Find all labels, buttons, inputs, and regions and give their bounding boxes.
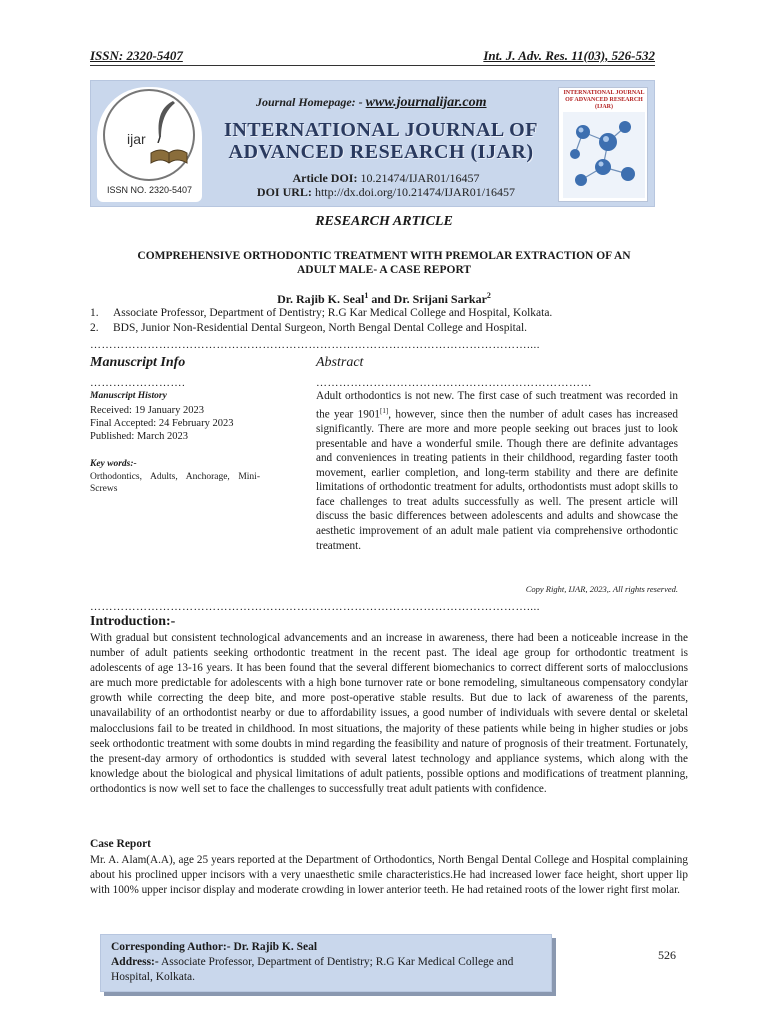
divider-manuscript: ……………………. — [90, 377, 186, 389]
author-address — [111, 955, 541, 985]
book-icon — [149, 147, 189, 165]
author-1-sup: 1 — [364, 291, 369, 300]
page-number: 526 — [658, 948, 676, 962]
introduction-text: With gradual but consistent technological advancements and an increase in awareness, there had been a noticeable increase in the number of adult patients seeking orthodontic treatment in the recent past. The ideal age group for orthodontic treatment is adolescents of age 13-16 years. It has been found that the several different biomechanics to correct different sorts of malocclusions are much more predictable for adolescents with a high bone turnover rate or bone remodeling, simultaneous compensatory condylar growth while correcting the deep bite, and more post-operative stable results. But due to lack of awareness of the parents, unavailability of an orthodontist nearby or due to affordability issues, a good number of individuals with severe dental or skeletal malocclusions fail to be treated in childhood. In most situations, the majority of these patients while being in higher studies or jobs seek orthodontic treatment with some doubts in mind regarding the feasibility and nature of prognosis of their treatment. Fortunately, the present-day armory of orthodontics is studded with several latest technology and appliance systems, which along with the knowledge about the biological and physical limitations of adult patients, possible options and modifications of treatment planning, orthodontics is now well set to face the challenges to successfully treat adult patients with confidence. — [90, 632, 688, 795]
manuscript-info-heading: Manuscript Info — [90, 355, 186, 370]
affiliation-text: BDS, Junior Non-Residential Dental Surgeon, North Bengal Dental College and Hospital. — [113, 322, 528, 334]
article-title-line1: COMPREHENSIVE ORTHODONTIC TREATMENT WITH PREMOLAR EXTRACTION OF AN — [137, 250, 631, 262]
manuscript-dates — [90, 404, 233, 443]
journal-cover-image — [558, 87, 648, 202]
abstract-ref[interactable]: [1] — [380, 406, 389, 415]
authors — [90, 291, 678, 307]
journal-homepage — [256, 95, 556, 111]
copyright: Copy Right, IJAR, 2023,. All rights reserved. — [525, 584, 678, 594]
cover-title: INTERNATIONAL JOURNAL OF ADVANCED RESEARCH (IJAR) — [563, 90, 645, 110]
author-1: Dr. Rajib K. Seal — [277, 292, 365, 306]
logo-text: ijar — [127, 131, 146, 147]
doi-url-label: DOI URL: — [256, 185, 312, 199]
journal-banner — [90, 80, 655, 207]
journal-title-line2: ADVANCED RESEARCH (IJAR) — [228, 141, 534, 163]
address-label: Address:- — [111, 956, 159, 968]
affiliation-number: 2. — [90, 322, 99, 334]
journal-title — [191, 119, 571, 163]
article-type: RESEARCH ARTICLE — [315, 214, 453, 229]
logo-circle — [103, 89, 195, 181]
header-journal-ref: Int. J. Adv. Res. 11(03), 526-532 — [483, 48, 655, 63]
keywords: Orthodontics, Adults, Anchorage, Mini-Screws — [90, 472, 260, 494]
author-and: and — [368, 292, 394, 306]
ijar-logo — [97, 87, 202, 202]
affiliation-item — [90, 306, 678, 321]
abstract-heading: Abstract — [316, 355, 364, 370]
divider-bottom: …………………………………………………………………………………………………….... — [90, 601, 540, 613]
doi-label: Article DOI: — [292, 171, 358, 185]
abstract-part2: , however, since then the number of adult cases has increased significantly. There are more and more people seeking out braces just to look presentable and have a wonderful smile. Though there are definite advantages and conveniences in treating patients in their childhood, regarding faster tooth movement, earlier completion, and long-term stability and there are definite limitations of orthodontic treatment for adults, orthodontists must adopt skills to face challenges to treat adults successfully as well. The present article will discuss the basic differences between adolescents and adults and showcase the aesthetic improvement of an adult male patient via comprehensive orthodontic treatment. — [316, 408, 678, 552]
header-issn: ISSN: 2320-5407 — [90, 48, 183, 63]
abstract-part1: Adult orthodontics is not new. The first case of such treatment was recorded in the year 1901 — [316, 390, 678, 421]
keywords-label: Key words:- — [90, 459, 137, 469]
journal-title-line1: INTERNATIONAL JOURNAL OF — [224, 119, 538, 141]
address-text: Associate Professor, Department of Dentistry; R.G Kar Medical College and Hospital, Kolkata. — [111, 956, 514, 983]
article-title — [100, 249, 668, 277]
affiliation-text: Associate Professor, Department of Dentistry; R.G Kar Medical College and Hospital, Kolkata. — [113, 307, 553, 319]
introduction-heading: Introduction:- — [90, 614, 176, 629]
case-report-heading: Case Report — [90, 838, 151, 850]
divider-top: …………………………………………………………………………………………………….... — [90, 339, 540, 351]
corresponding-author: Corresponding Author:- Dr. Rajib K. Seal — [111, 941, 318, 953]
running-header — [90, 46, 655, 66]
abstract-text — [316, 389, 678, 553]
doi-value: 10.21474/IJAR01/16457 — [360, 171, 480, 185]
doi-url-link[interactable]: http://dx.doi.org/10.21474/IJAR01/16457 — [314, 185, 516, 199]
author-2: Dr. Srijani Sarkar — [393, 292, 487, 306]
manuscript-history-label: Manuscript History — [90, 391, 167, 401]
article-title-line2: ADULT MALE- A CASE REPORT — [296, 264, 472, 276]
corresponding-author-box — [100, 934, 552, 992]
affiliation-item — [90, 321, 678, 336]
received-date: Received: 19 January 2023 — [90, 405, 205, 416]
molecule-icon — [563, 112, 645, 198]
author-2-sup: 2 — [486, 291, 491, 300]
quill-icon — [151, 99, 179, 143]
homepage-link[interactable]: www.journalijar.com — [365, 95, 487, 110]
doi-block — [221, 171, 551, 199]
divider-abstract: ……………………………………………………………… — [316, 377, 592, 389]
case-report-text: Mr. A. Alam(A.A), age 25 years reported at the Department of Orthodontics, North Bengal Dental College and Hospital complaining about his proclined upper incisors with a very unaesthetic smile characteristics.He had increased lower face height, short upper lip with 100% upper incisor display and moderate crowding in lower anterior teeth. He had retained roots of the lower right first molar. — [90, 854, 688, 897]
logo-issn: ISSN NO. 2320-5407 — [106, 185, 193, 195]
affiliations — [90, 306, 678, 336]
published-date: Published: March 2023 — [90, 431, 188, 442]
homepage-label: Journal Homepage: - — [256, 95, 366, 109]
accepted-date: Final Accepted: 24 February 2023 — [90, 418, 234, 429]
affiliation-number: 1. — [90, 307, 99, 319]
